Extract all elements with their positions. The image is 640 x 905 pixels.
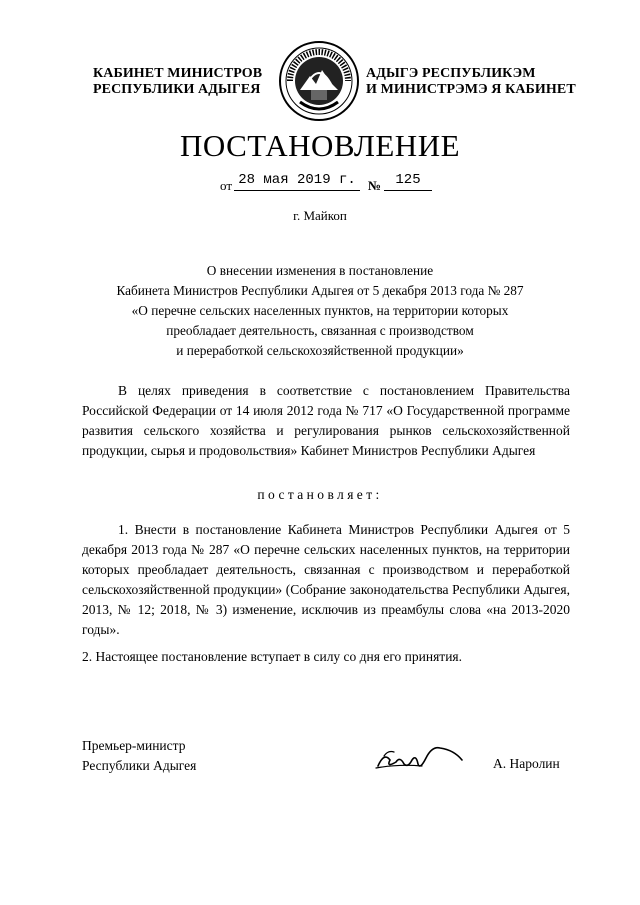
header-right-line2: И МИНИСТРЭМЭ Я КАБИНЕТ [366, 82, 576, 97]
city: г. Майкоп [293, 208, 347, 223]
document-number: 125 [395, 172, 421, 188]
header-right-line1: АДЫГЭ РЕСПУБЛИКЭМ [366, 66, 536, 81]
subject-line: Кабинета Министров Республики Адыгея от 5 декабря 2013 года № 287 [116, 283, 524, 298]
item-2-text: 2. Настоящее постановление вступает в силу со дня его принятия. [82, 649, 463, 664]
signatory-name: А. Наролин [493, 756, 560, 771]
header-left-line2: РЕСПУБЛИКИ АДЫГЕЯ [93, 82, 261, 97]
resolves-heading: постановляет: [257, 487, 383, 502]
handwritten-signature-icon [370, 738, 470, 780]
header-left [93, 66, 262, 98]
subject-heading [80, 261, 560, 361]
subject-line: «О перечне сельских населенных пунктов, на территории которых [131, 303, 509, 318]
subject-line: О внесении изменения в постановление [206, 263, 434, 278]
preamble-paragraph [82, 381, 570, 461]
number-sign: № [368, 178, 382, 193]
position-line2: Республики Адыгея [82, 758, 197, 773]
position-line1: Премьер-министр [82, 738, 186, 753]
number-underline [384, 190, 432, 191]
subject-line: преобладает деятельность, связанная с производством [166, 323, 474, 338]
item-2-paragraph [82, 647, 570, 667]
preamble-text: В целях приведения в соответствие с постановлением Правительства Российской Федерации от 14 июля 2012 года № 717 «О Государственной программе развития сельского хозяйства и регулирования рынков сельскохозяйственной продукции, сырья и продовольствия» Кабинет Министров Республики Адыгея [82, 383, 570, 458]
coat-of-arms-icon [278, 40, 360, 122]
header-left-line1: КАБИНЕТ МИНИСТРОВ [93, 66, 263, 81]
item-1-text: 1. Внести в постановление Кабинета Министров Республики Адыгея от 5 декабря 2013 года № 287 «О перечне сельских населенных пунктов, на территории которых преобладает деятельность, связанная с производством и переработкой сельскохозяйственной продукции» (Собрание законодательства Республики Адыгея, 2013, № 12; 2018, № 3) изменение, исключив из преамбулы слова «на 2013-2020 годы». [82, 522, 570, 637]
header-right [366, 66, 576, 98]
item-1-paragraph [82, 520, 570, 640]
subject-line: и переработкой сельскохозяйственной продукции» [176, 343, 464, 358]
signatory-position [82, 736, 196, 776]
date-value: 28 мая 2019 г. [238, 172, 356, 188]
date-underline [234, 190, 360, 191]
date-prefix: от [220, 178, 233, 193]
document-title: ПОСТАНОВЛЕНИЕ [179, 128, 461, 163]
